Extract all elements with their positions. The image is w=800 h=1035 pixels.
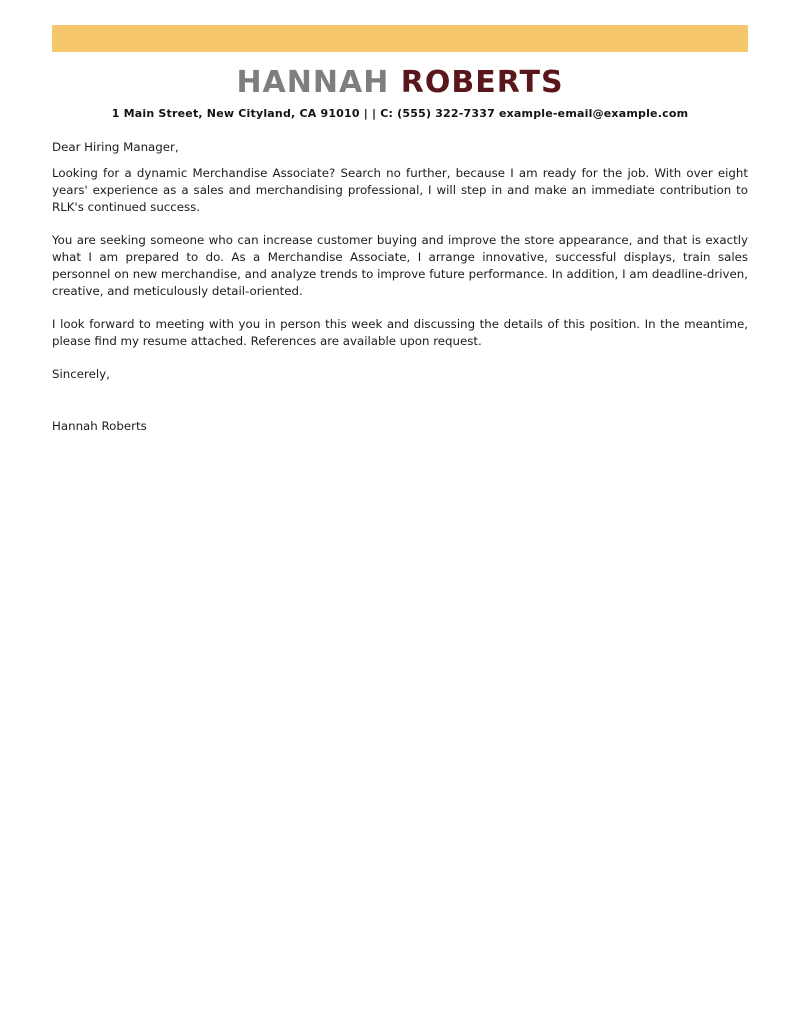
letter-paragraph: Looking for a dynamic Merchandise Associate? Search no further, because I am ready for the job. With over eight years' experience as a sales and merchandising professional, I will step in and make an immediate contribution to RLK's continued success. — [52, 166, 748, 214]
contact-info: 1 Main Street, New Cityland, CA 91010 | | C: (555) 322-7337 example-email@example.com — [111, 107, 689, 120]
salutation: Dear Hiring Manager, — [52, 140, 179, 154]
letter-paragraph: I look forward to meeting with you in person this week and discussing the details of this position. In the meantime, please find my resume attached. References are available upon request. — [52, 317, 748, 348]
letter-header — [0, 66, 800, 120]
applicant-name — [0, 66, 800, 100]
letter-body — [52, 139, 748, 435]
closing: Sincerely, — [52, 367, 110, 381]
header-banner — [52, 25, 748, 52]
signature: Hannah Roberts — [52, 419, 147, 433]
applicant-first-name: HANNAH — [236, 65, 390, 100]
letter-paragraph: You are seeking someone who can increase customer buying and improve the store appearance, and that is exactly what I am prepared to do. As a Merchandise Associate, I arrange innovative, successful displays, train sales personnel on new merchandise, and analyze trends to improve future performance. In addition, I am deadline-driven, creative, and meticulously detail-oriented. — [52, 233, 748, 298]
applicant-last-name: ROBERTS — [400, 65, 564, 100]
